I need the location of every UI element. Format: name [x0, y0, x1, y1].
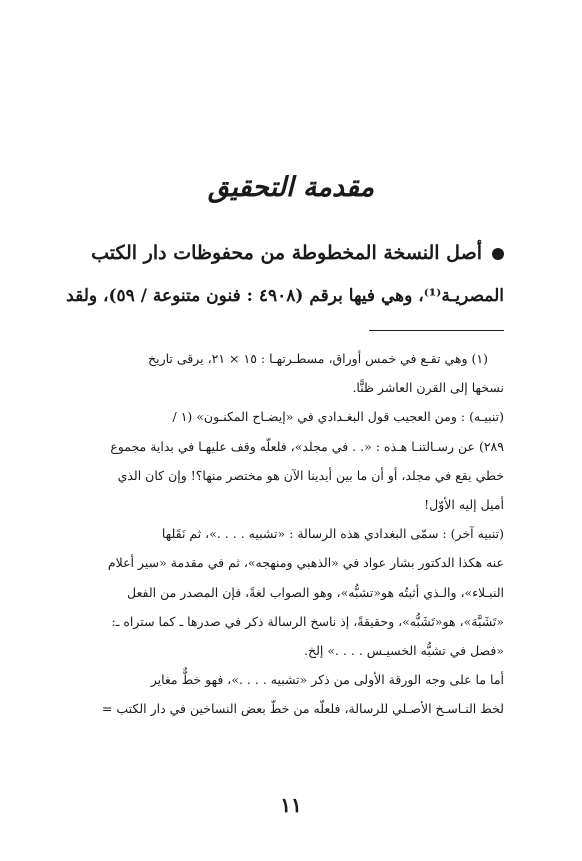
footnote-line: نسخها إلى القرن العاشر ظنًّا. — [352, 380, 504, 396]
footnote-line: (١) وهي تقـع في خمس أوراق، مسطـرتهـا : ١٥ × ٢١، يرقى تاريخ — [148, 351, 488, 366]
footnote-line: (تنبيـه) : ومن العجيب قول البغـدادي في «إيضـاح المكنـون» (١ / — [172, 409, 504, 425]
footnote-line: أميل إليه الأوّل! — [424, 497, 504, 513]
main-line-2: المصريـة⁽¹⁾، وهي فيها برقم (٤٩٠٨ : فنون متنوعة / ٥٩)، ولقد — [66, 286, 504, 306]
footnote-line: (تنبيه آخر) : سمّى البغدادي هذه الرسالة : «تشبيه . . . .»، ثم نَقَلها — [161, 526, 504, 542]
footnotes-block — [72, 344, 504, 724]
main-paragraph — [64, 232, 504, 318]
bullet-icon — [492, 248, 504, 260]
section-heading: مقدمة التحقيق — [207, 172, 375, 203]
footnote-line: «تَشَبَّهَ»، هو«تَشَبُّه»، وحقيقةً، إذ ناسخ الرسالة ذكر في صدرها ـ كما ستراه ـ: — [111, 613, 504, 629]
footnote-separator — [369, 330, 504, 331]
footnote-line: النبـلاء»، والـذي أثبتُه هو«تشبُّه»، وهو الصواب لغةً، فإن المصدر من الفعل — [127, 584, 504, 600]
footnote-line: أما ما على وجه الورقة الأولى من ذكر «تشبيه . . . .»، فهو خطٌّ مغاير — [150, 672, 504, 688]
page-number: ١١ — [280, 793, 302, 817]
footnote-line: «فصل في تشبُّه الخسيـس . . . .» إلخ. — [304, 643, 504, 659]
footnote-line: عنه هكذا الدكتور بشار عواد في «الذهبي ومنهجه»، ثم في مقدمة «سير أعلام — [107, 555, 504, 571]
footnote-line: خطي يقع في مجلد، أو أن ما بين أيدينا الآن هو مختصر منها؟! وإن كان الذي — [117, 467, 504, 483]
main-line-1: أصل النسخة المخطوطة من محفوظات دار الكتب — [64, 232, 504, 275]
footnote-line: ٢٨٩) عن رسـالتنـا هـذه : «. . في مجلد»، فلعلّه وقف عليهـا في بداية مجموع — [110, 438, 504, 454]
footnote-line: لخط النـاسـخ الأصـلي للرسالة، فلعلّه من خطّ بعض النساخين في دار الكتب = — [101, 701, 504, 717]
